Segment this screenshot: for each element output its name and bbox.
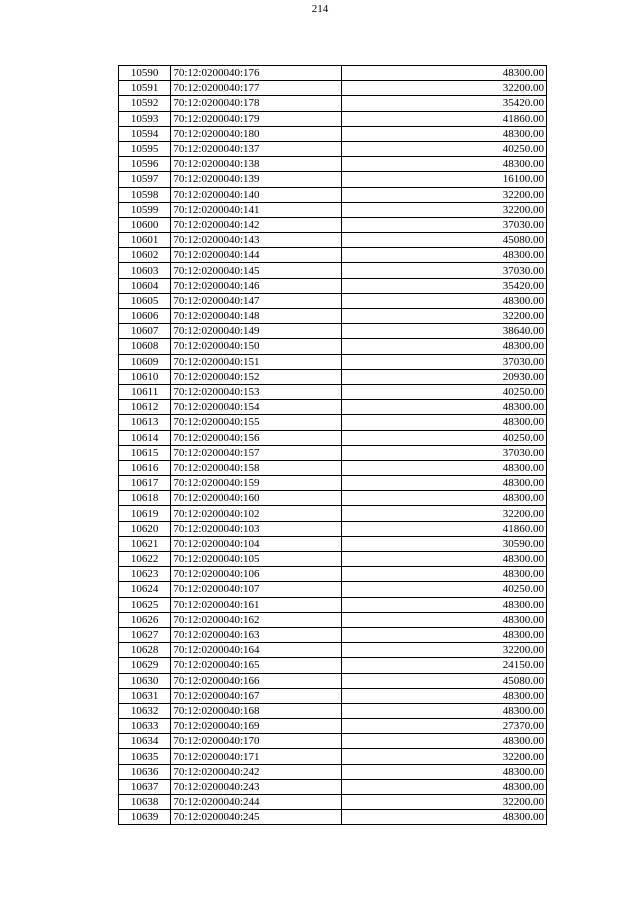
value-cell: 37030.00 [341, 354, 546, 369]
value-cell: 48300.00 [341, 339, 546, 354]
row-number-cell: 10601 [119, 233, 171, 248]
cadastral-number-cell: 70:12:0200040:139 [171, 172, 341, 187]
value-cell: 48300.00 [341, 126, 546, 141]
value-cell: 48300.00 [341, 491, 546, 506]
row-number-cell: 10604 [119, 278, 171, 293]
cadastral-number-cell: 70:12:0200040:153 [171, 384, 341, 399]
cadastral-number-cell: 70:12:0200040:105 [171, 552, 341, 567]
table-row [119, 582, 547, 597]
cadastral-number-cell: 70:12:0200040:163 [171, 627, 341, 642]
cadastral-number-cell: 70:12:0200040:161 [171, 597, 341, 612]
table-row [119, 627, 547, 642]
row-number-cell: 10628 [119, 643, 171, 658]
value-cell: 48300.00 [341, 612, 546, 627]
table-row [119, 521, 547, 536]
cadastral-number-cell: 70:12:0200040:177 [171, 81, 341, 96]
table-row [119, 476, 547, 491]
value-cell: 40250.00 [341, 384, 546, 399]
row-number-cell: 10598 [119, 187, 171, 202]
cadastral-number-cell: 70:12:0200040:170 [171, 734, 341, 749]
row-number-cell: 10615 [119, 445, 171, 460]
value-cell: 48300.00 [341, 734, 546, 749]
cadastral-number-cell: 70:12:0200040:152 [171, 369, 341, 384]
table-row [119, 66, 547, 81]
row-number-cell: 10590 [119, 66, 171, 81]
cadastral-number-cell: 70:12:0200040:169 [171, 719, 341, 734]
value-cell: 48300.00 [341, 779, 546, 794]
row-number-cell: 10637 [119, 779, 171, 794]
row-number-cell: 10630 [119, 673, 171, 688]
row-number-cell: 10617 [119, 476, 171, 491]
cadastral-number-cell: 70:12:0200040:162 [171, 612, 341, 627]
value-cell: 37030.00 [341, 217, 546, 232]
row-number-cell: 10624 [119, 582, 171, 597]
cadastral-number-cell: 70:12:0200040:245 [171, 810, 341, 825]
row-number-cell: 10608 [119, 339, 171, 354]
cadastral-number-cell: 70:12:0200040:167 [171, 688, 341, 703]
row-number-cell: 10634 [119, 734, 171, 749]
table-row [119, 658, 547, 673]
row-number-cell: 10596 [119, 157, 171, 172]
row-number-cell: 10602 [119, 248, 171, 263]
row-number-cell: 10619 [119, 506, 171, 521]
table-row [119, 779, 547, 794]
value-cell: 48300.00 [341, 567, 546, 582]
value-cell: 32200.00 [341, 187, 546, 202]
row-number-cell: 10600 [119, 217, 171, 232]
cadastral-number-cell: 70:12:0200040:145 [171, 263, 341, 278]
value-cell: 32200.00 [341, 506, 546, 521]
value-cell: 41860.00 [341, 521, 546, 536]
table-row [119, 810, 547, 825]
table-row [119, 719, 547, 734]
value-cell: 27370.00 [341, 719, 546, 734]
value-cell: 37030.00 [341, 445, 546, 460]
cadastral-number-cell: 70:12:0200040:106 [171, 567, 341, 582]
table-row [119, 278, 547, 293]
cadastral-number-cell: 70:12:0200040:242 [171, 764, 341, 779]
row-number-cell: 10611 [119, 384, 171, 399]
value-cell: 32200.00 [341, 643, 546, 658]
table-row [119, 111, 547, 126]
row-number-cell: 10639 [119, 810, 171, 825]
row-number-cell: 10636 [119, 764, 171, 779]
cadastral-number-cell: 70:12:0200040:149 [171, 324, 341, 339]
cadastral-number-cell: 70:12:0200040:157 [171, 445, 341, 460]
row-number-cell: 10592 [119, 96, 171, 111]
value-cell: 32200.00 [341, 309, 546, 324]
table-row [119, 734, 547, 749]
row-number-cell: 10613 [119, 415, 171, 430]
row-number-cell: 10597 [119, 172, 171, 187]
row-number-cell: 10622 [119, 552, 171, 567]
table-row [119, 795, 547, 810]
table-row [119, 764, 547, 779]
value-cell: 48300.00 [341, 248, 546, 263]
row-number-cell: 10618 [119, 491, 171, 506]
table-row [119, 703, 547, 718]
table-body [119, 66, 547, 825]
row-number-cell: 10620 [119, 521, 171, 536]
cadastral-number-cell: 70:12:0200040:244 [171, 795, 341, 810]
value-cell: 30590.00 [341, 536, 546, 551]
cadastral-number-cell: 70:12:0200040:107 [171, 582, 341, 597]
table-row [119, 567, 547, 582]
table-row [119, 339, 547, 354]
table-row [119, 643, 547, 658]
table-row [119, 415, 547, 430]
table-row [119, 430, 547, 445]
table-row [119, 612, 547, 627]
cadastral-number-cell: 70:12:0200040:156 [171, 430, 341, 445]
cadastral-number-cell: 70:12:0200040:180 [171, 126, 341, 141]
row-number-cell: 10629 [119, 658, 171, 673]
cadastral-number-cell: 70:12:0200040:159 [171, 476, 341, 491]
row-number-cell: 10635 [119, 749, 171, 764]
table-row [119, 141, 547, 156]
row-number-cell: 10593 [119, 111, 171, 126]
table-row [119, 217, 547, 232]
table-row [119, 673, 547, 688]
value-cell: 38640.00 [341, 324, 546, 339]
cadastral-number-cell: 70:12:0200040:166 [171, 673, 341, 688]
row-number-cell: 10603 [119, 263, 171, 278]
cadastral-number-cell: 70:12:0200040:158 [171, 460, 341, 475]
value-cell: 48300.00 [341, 764, 546, 779]
value-cell: 48300.00 [341, 400, 546, 415]
table-row [119, 536, 547, 551]
table-row [119, 688, 547, 703]
row-number-cell: 10605 [119, 293, 171, 308]
value-cell: 20930.00 [341, 369, 546, 384]
data-table [118, 65, 547, 825]
cadastral-number-cell: 70:12:0200040:147 [171, 293, 341, 308]
value-cell: 24150.00 [341, 658, 546, 673]
table-row [119, 81, 547, 96]
value-cell: 40250.00 [341, 141, 546, 156]
cadastral-number-cell: 70:12:0200040:104 [171, 536, 341, 551]
row-number-cell: 10614 [119, 430, 171, 445]
table-row [119, 354, 547, 369]
table-row [119, 263, 547, 278]
value-cell: 35420.00 [341, 278, 546, 293]
table-row [119, 749, 547, 764]
row-number-cell: 10626 [119, 612, 171, 627]
cadastral-number-cell: 70:12:0200040:142 [171, 217, 341, 232]
row-number-cell: 10612 [119, 400, 171, 415]
table-row [119, 96, 547, 111]
value-cell: 32200.00 [341, 795, 546, 810]
table-row [119, 552, 547, 567]
cadastral-number-cell: 70:12:0200040:143 [171, 233, 341, 248]
cadastral-number-cell: 70:12:0200040:155 [171, 415, 341, 430]
table-row [119, 172, 547, 187]
row-number-cell: 10610 [119, 369, 171, 384]
table-row [119, 445, 547, 460]
cadastral-number-cell: 70:12:0200040:140 [171, 187, 341, 202]
cadastral-number-cell: 70:12:0200040:102 [171, 506, 341, 521]
table-row [119, 506, 547, 521]
value-cell: 32200.00 [341, 749, 546, 764]
value-cell: 45080.00 [341, 233, 546, 248]
cadastral-number-cell: 70:12:0200040:168 [171, 703, 341, 718]
cadastral-number-cell: 70:12:0200040:103 [171, 521, 341, 536]
table-row [119, 309, 547, 324]
cadastral-number-cell: 70:12:0200040:150 [171, 339, 341, 354]
table-row [119, 126, 547, 141]
row-number-cell: 10632 [119, 703, 171, 718]
row-number-cell: 10638 [119, 795, 171, 810]
table-row [119, 324, 547, 339]
table-row [119, 202, 547, 217]
table-row [119, 248, 547, 263]
cadastral-number-cell: 70:12:0200040:146 [171, 278, 341, 293]
cadastral-number-cell: 70:12:0200040:164 [171, 643, 341, 658]
value-cell: 48300.00 [341, 476, 546, 491]
cadastral-number-cell: 70:12:0200040:148 [171, 309, 341, 324]
table-row [119, 384, 547, 399]
value-cell: 48300.00 [341, 66, 546, 81]
value-cell: 48300.00 [341, 157, 546, 172]
row-number-cell: 10627 [119, 627, 171, 642]
cadastral-number-cell: 70:12:0200040:138 [171, 157, 341, 172]
table-row [119, 369, 547, 384]
value-cell: 41860.00 [341, 111, 546, 126]
row-number-cell: 10625 [119, 597, 171, 612]
value-cell: 48300.00 [341, 597, 546, 612]
cadastral-number-cell: 70:12:0200040:171 [171, 749, 341, 764]
value-cell: 32200.00 [341, 81, 546, 96]
row-number-cell: 10631 [119, 688, 171, 703]
row-number-cell: 10607 [119, 324, 171, 339]
value-cell: 48300.00 [341, 688, 546, 703]
value-cell: 48300.00 [341, 460, 546, 475]
table-row [119, 597, 547, 612]
row-number-cell: 10616 [119, 460, 171, 475]
cadastral-number-cell: 70:12:0200040:141 [171, 202, 341, 217]
value-cell: 45080.00 [341, 673, 546, 688]
cadastral-number-cell: 70:12:0200040:176 [171, 66, 341, 81]
cadastral-number-cell: 70:12:0200040:179 [171, 111, 341, 126]
cadastral-number-cell: 70:12:0200040:165 [171, 658, 341, 673]
table-row [119, 157, 547, 172]
page-number: 214 [311, 3, 329, 15]
value-cell: 37030.00 [341, 263, 546, 278]
cadastral-number-cell: 70:12:0200040:144 [171, 248, 341, 263]
value-cell: 40250.00 [341, 430, 546, 445]
value-cell: 48300.00 [341, 703, 546, 718]
value-cell: 16100.00 [341, 172, 546, 187]
cadastral-number-cell: 70:12:0200040:160 [171, 491, 341, 506]
cadastral-number-cell: 70:12:0200040:243 [171, 779, 341, 794]
table-row [119, 460, 547, 475]
row-number-cell: 10606 [119, 309, 171, 324]
table-row [119, 187, 547, 202]
table-row [119, 400, 547, 415]
table-row [119, 293, 547, 308]
value-cell: 48300.00 [341, 552, 546, 567]
table-row [119, 491, 547, 506]
cadastral-number-cell: 70:12:0200040:151 [171, 354, 341, 369]
value-cell: 40250.00 [341, 582, 546, 597]
value-cell: 32200.00 [341, 202, 546, 217]
value-cell: 48300.00 [341, 293, 546, 308]
row-number-cell: 10621 [119, 536, 171, 551]
value-cell: 35420.00 [341, 96, 546, 111]
cadastral-number-cell: 70:12:0200040:137 [171, 141, 341, 156]
cadastral-number-cell: 70:12:0200040:154 [171, 400, 341, 415]
value-cell: 48300.00 [341, 627, 546, 642]
table-row [119, 233, 547, 248]
row-number-cell: 10595 [119, 141, 171, 156]
row-number-cell: 10599 [119, 202, 171, 217]
row-number-cell: 10633 [119, 719, 171, 734]
value-cell: 48300.00 [341, 810, 546, 825]
row-number-cell: 10609 [119, 354, 171, 369]
row-number-cell: 10594 [119, 126, 171, 141]
row-number-cell: 10591 [119, 81, 171, 96]
value-cell: 48300.00 [341, 415, 546, 430]
row-number-cell: 10623 [119, 567, 171, 582]
cadastral-number-cell: 70:12:0200040:178 [171, 96, 341, 111]
